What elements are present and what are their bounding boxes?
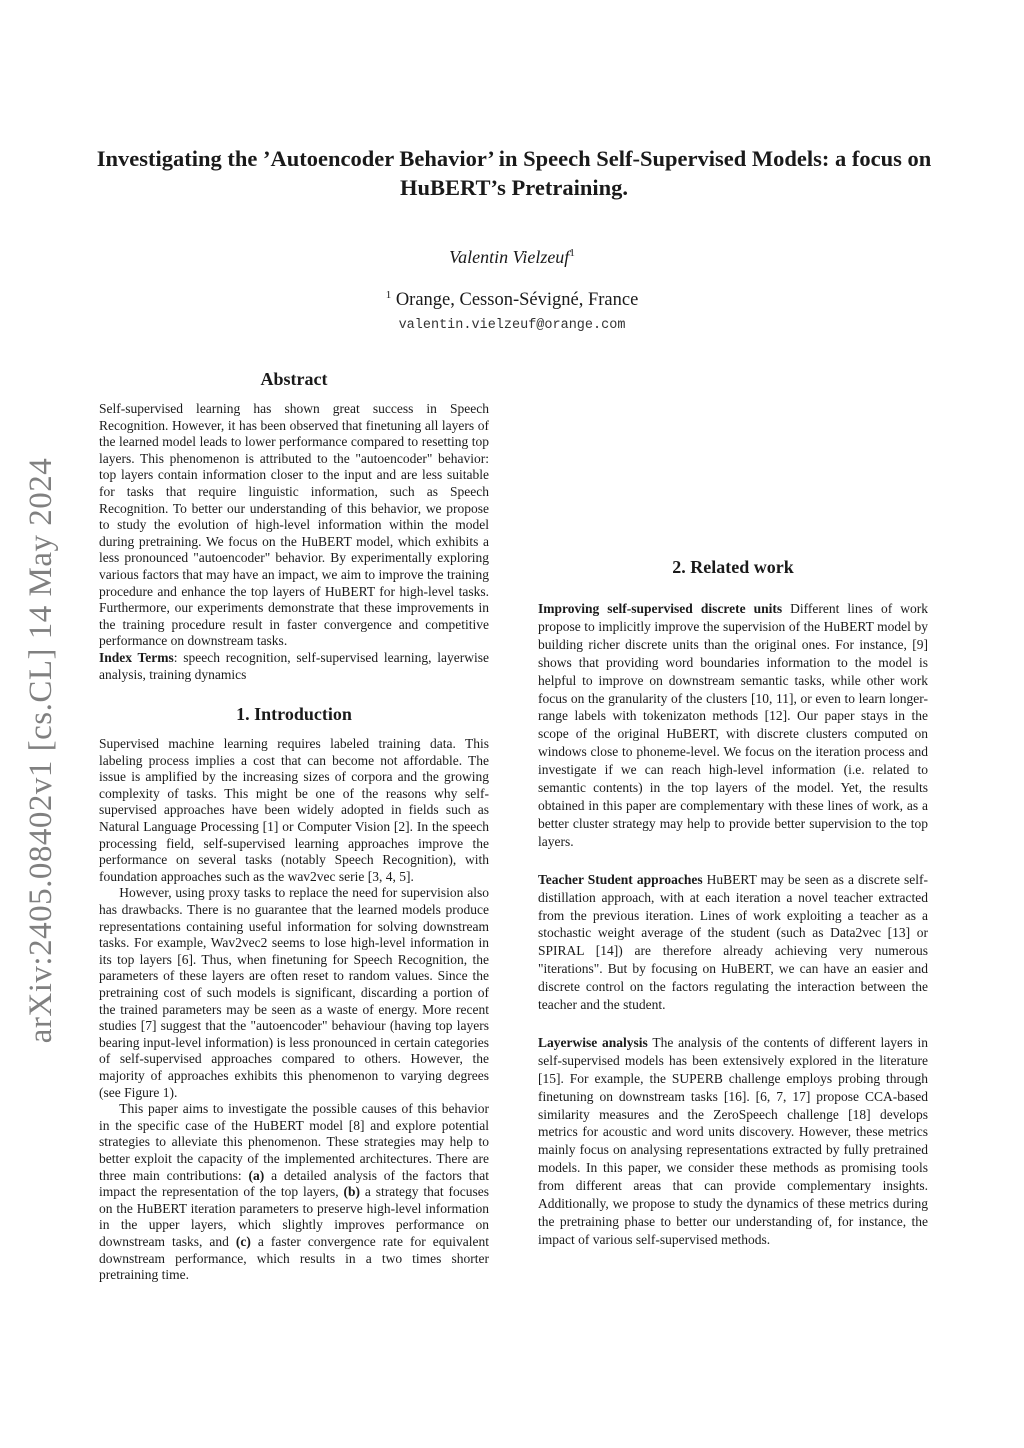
author-affil-mark: 1 — [569, 247, 575, 259]
index-terms — [99, 650, 489, 683]
affiliation-text: Orange, Cesson-Sévigné, France — [395, 290, 639, 310]
intro-heading: 1. Introduction — [236, 704, 352, 725]
related-item-label: Improving self-supervised discrete units — [538, 601, 783, 616]
related-item-text: HuBERT may be seen as a discrete self-distillation approach, with at each iteration a novel teacher extracted from the previous iteration. Lines of work exploiting a teacher as a stochastic weight average of the student (such as Data2vec [13] or SPIRAL [14]) are therefore already achieving very numerous "iterations". But by focusing on HuBERT, we can have an easier and discrete control on the factors regulating the interaction between the teacher and the student. — [538, 871, 928, 1013]
related-item-label: Layerwise analysis — [538, 1034, 648, 1050]
related-item-discrete-units — [538, 600, 928, 851]
abstract-text: Self-supervised learning has shown great success in Speech Recognition. However, it has been observed that finetuning all layers of the learned model leads to lower performance compared to resetting top layers. This phenomenon is attributed to the "autoencoder" behavior: top layers contain information closer to the input and are less suitable for tasks that require linguistic information, such as Speech Recognition. To better our understanding of this behavior, we propose to study the evolution of high-level information within the model during pretraining. We focus on the HuBERT model, which exhibits a less pronounced "autoencoder" behavior. By experimentally exploring various factors that may have an impact, we aim to improve the training procedure and enhance the top layers of HuBERT for high-level tasks. Furthermore, our experiments demonstrate that these improvements in the training procedure result in faster convergence and competitive performance on downstream tasks. — [99, 401, 489, 649]
related-item-teacher-student — [538, 871, 928, 1014]
contribution-a-marker: (a) — [248, 1167, 265, 1183]
intro-paragraph-1: Supervised machine learning requires labeled training data. This labeling process implies a cost that can become not affordable. The issue is amplified by the increasing sizes of corpora and the growing complexity of tasks. This might be one of the reasons why self-supervised approaches have been widely adopted in fields such as Natural Language Processing [1] or Computer Vision [2]. In the speech processing field, self-supervised learning approaches improve the performance on several tasks (notably Speech Recognition), with foundation approaches such as the wav2vec serie [3, 4, 5]. — [99, 736, 489, 884]
related-work-heading: 2. Related work — [672, 557, 794, 577]
related-item-text: Different lines of work propose to implicitly improve the supervision of the HuBERT model by building richer discrete units than the original ones. For instance, [9] shows that providing word boundaries information to the model is helpful to improve on downstream semantic tasks, while other work focus on the granularity of the clusters [10, 11], or even to learn longer-range labels with tokenizaton methods [12]. Our paper stays in the scope of the original HuBERT, with discrete clusters computed on windows close to phoneme-level. We focus on the iteration process and investigate if we can reach high-level information (i.e. related to semantic contents) in the top layers of the model. Yet, the results obtained in this paper are complementary with these lines of work, as a better cluster strategy may help to provide better supervision to the top layers. — [538, 601, 928, 849]
contribution-c-text: a faster convergence rate for equivalent downstream performance, which results in a two times shorter pretraining time. — [99, 1233, 489, 1283]
index-terms-text: : speech recognition, self-supervised learning, layerwise analysis, training dynamics — [99, 649, 489, 682]
contribution-b-marker: (b) — [343, 1184, 360, 1200]
contribution-a-text: a detailed analysis of the factors that impact the representation of the top layers, — [99, 1167, 489, 1200]
affiliation-mark: 1 — [385, 289, 392, 301]
abstract-heading: Abstract — [260, 369, 328, 389]
arxiv-identifier — [12, 440, 72, 1060]
affiliation-line — [0, 289, 1024, 311]
arxiv-identifier-text: arXiv:2405.08402v1 [cs.CL] 14 May 2024 — [23, 457, 60, 1043]
author-line — [0, 247, 1024, 268]
intro-p3-text: This paper aims to investigate the possible causes of this behavior in the specific case of the HuBERT model [8] and explore potential strategies to alleviate this phenomenon. These strategies may help to better exploit the capacity of the implemented architectures. There are three main contributions: — [99, 1101, 489, 1183]
related-item-layerwise — [538, 1034, 928, 1249]
contribution-c-marker: (c) — [235, 1233, 251, 1249]
left-column — [99, 368, 489, 1284]
author-email[interactable]: valentin.vielzeuf@orange.com — [398, 318, 626, 333]
contribution-b-text: a strategy that focuses on the HuBERT iteration parameters to preserve high-level information in the upper layers, which slightly improves performance on downstream tasks, and — [99, 1184, 489, 1249]
right-column — [538, 374, 928, 1249]
intro-paragraph-3 — [99, 1101, 489, 1284]
intro-paragraph-2: However, using proxy tasks to replace the need for supervision also has drawbacks. There is no guarantee that the learned models produce representations containing useful information for solving downstream tasks. For example, Wav2vec2 seems to lose high-level information in its top layers [6]. Thus, when finetuning for Speech Recognition, the parameters of these layers are often reset to random values. Since the pretraining cost of such models is significant, discarding a portion of the trained parameters may be seen as a waste of energy. More recent studies [7] suggest that the "autoencoder" behaviour (having top layers bearing input-level information) is less pronounced in certain categories of self-supervised approaches compared to others. However, the majority of approaches exhibits this phenomenon to varying degrees (see Figure 1). — [99, 885, 489, 1100]
related-item-label: Teacher Student approaches — [538, 871, 703, 887]
paper-title: Investigating the ’Autoencoder Behavior’ in Speech Self-Supervised Models: a focus on HuBERT’s Pretraining. — [96, 146, 932, 200]
index-terms-label: Index Terms — [99, 649, 174, 665]
author-name: Valentin Vielzeuf — [449, 247, 570, 267]
related-item-text: The analysis of the contents of different layers in self-supervised models has been extensively explored in the literature [15]. For example, the SUPERB challenge employs probing through finetuning on downstream tasks [16]. [6, 7, 17] propose CCA-based similarity measures and the ZeroSpeech challenge [18] develops metrics for acoustic and word units discovery. However, these metrics mainly focus on analysing representations extracted by fully pretrained models. In this paper, we consider these methods as promising tools from different areas that can provide complementary insights. Additionally, we propose to study the dynamics of these metrics during the pretraining phase to better our understanding of, for instance, the impact of various self-supervised methods. — [538, 1034, 928, 1247]
